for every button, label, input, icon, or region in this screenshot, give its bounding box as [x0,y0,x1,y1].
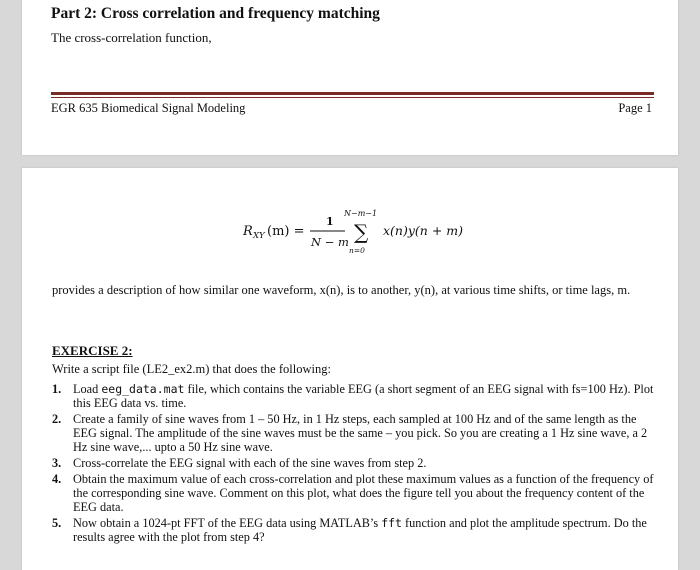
part-title: Part 2: Cross correlation and frequency matching [51,5,380,22]
document-page-top [22,0,678,155]
list-item: 3. Cross-correlate the EEG signal with each of the sine waves from step 2. [52,456,427,470]
code-function: fft [381,516,402,530]
footer-rule-thin [51,97,654,98]
formula-lhs: R [243,224,253,239]
document-page-bottom [22,168,678,570]
formula-sum-lower: n=0 [349,246,365,255]
formula-denominator: N − m [311,235,349,249]
list-item: 1. Load eeg_data.mat file, which contains the variable EEG (a short segment of an EEG signal with fs=100 Hz). Plot this EEG data vs. time. [52,382,654,410]
intro-text: The cross-correlation function, [51,30,212,45]
formula-sigma: ∑ [354,220,369,244]
cross-correlation-formula [22,168,678,278]
footer-course: EGR 635 Biomedical Signal Modeling [51,101,246,115]
formula-sum-upper: N−m−1 [344,209,378,218]
code-filename: eeg_data.mat [101,382,185,396]
exercise-heading: EXERCISE 2: [52,343,133,358]
footer-rule-thick [51,92,654,95]
formula-lhs-arg: (m) = [267,224,305,239]
list-item: 4. Obtain the maximum value of each cross-correlation and plot these maximum values as a function of the frequency of the corresponding sine wave. Comment on this plot, what does the figure tell you about the frequency content of the EEG data. [52,472,654,514]
formula-numerator: 1 [326,215,334,228]
footer-page-number: Page 1 [618,101,652,115]
list-item: 5. Now obtain a 1024-pt FFT of the EEG data using MATLAB’s fft function and plot the amplitude spectrum. Do the results agree with the plot from step 4? [52,516,647,544]
exercise-steps-list [52,382,662,546]
description-paragraph: provides a description of how similar one waveform, x(n), is to another, y(n), at various time shifts, or time lags, m. [52,283,631,297]
formula-lhs-sub: XY [253,231,265,241]
exercise-intro: Write a script file (LE2_ex2.m) that does the following: [52,362,331,376]
formula-summand: x(n)y(n + m) [383,223,463,238]
list-item: 2. Create a family of sine waves from 1 – 50 Hz, in 1 Hz steps, each sampled at 100 Hz and of the same length as the EEG signal. The amplitude of the sine waves must be the same – you pick. So you are creating a 1 Hz sine wave, a 2 Hz sine wave,... upto a 50 Hz sine wave. [52,412,648,454]
